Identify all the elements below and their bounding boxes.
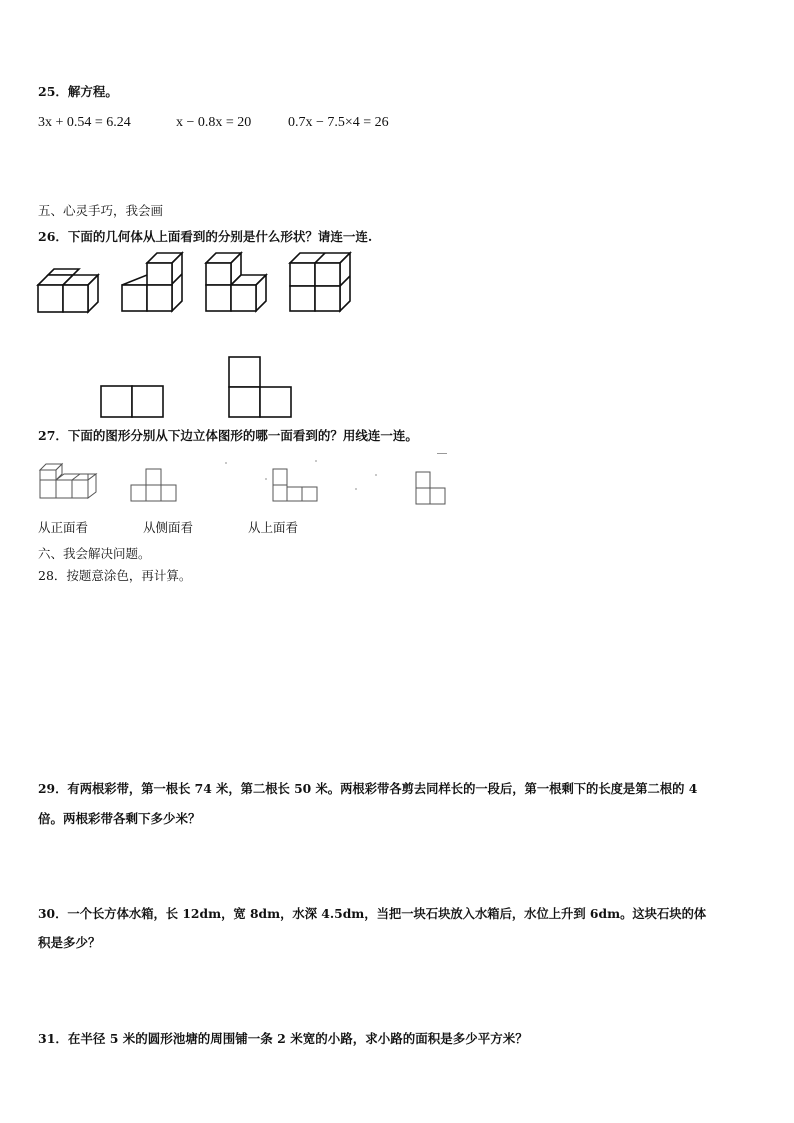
q26-solid-1: [38, 268, 102, 314]
label-side-view: 从侧面看: [143, 520, 194, 535]
section-5-title: 五、心灵手巧，我会画: [38, 203, 164, 218]
q25-title: 25．解方程。: [38, 84, 118, 99]
section-6-title: 六、我会解决问题。: [38, 546, 151, 561]
q26-question: 26．下面的几何体从上面看到的分别是什么形状？请连一连.: [38, 229, 373, 244]
q26-top-view-1: [101, 386, 165, 419]
q30-line-1: 30．一个长方体水箱，长 12dm，宽 8dm，水深 4.5dm，当把一块石块放入水箱后，水位上升到 6dm。这块石块的体: [38, 906, 707, 921]
q28-question: 28．按题意涂色，再计算。: [38, 568, 192, 583]
q27-question: 27．下面的图形分别从下边立体图形的哪一面看到的？用线连一连。: [38, 428, 418, 443]
q29-line-1: 29．有两根彩带，第一根长 74 米，第二根长 50 米。两根彩带各剪去同样长的一段后，第一根剩下的长度是第二根的 4: [38, 781, 698, 796]
q27-view-b: [273, 469, 319, 503]
equation-2: x − 0.8x = 20: [176, 115, 252, 130]
q29-line-2: 倍。两根彩带各剩下多少米？: [38, 811, 201, 826]
q26-solid-3: [206, 253, 270, 315]
q27-solid: [40, 462, 100, 502]
q26-solid-4: [290, 253, 354, 315]
q26-top-view-2: [229, 357, 293, 419]
q27-view-a: [131, 469, 177, 503]
label-front-view: 从正面看: [38, 520, 89, 535]
q31-question: 31．在半径 5 米的圆形池塘的周围铺一条 2 米宽的小路，求小路的面积是多少平方米？: [38, 1031, 528, 1046]
q30-line-2: 积是多少？: [38, 935, 101, 950]
equation-3: 0.7x − 7.5×4 = 26: [288, 115, 389, 130]
q27-view-c: [416, 472, 448, 506]
q26-solid-2: [122, 253, 186, 315]
equation-1: 3x + 0.54 = 6.24: [38, 115, 131, 130]
label-top-view: 从上面看: [248, 520, 299, 535]
